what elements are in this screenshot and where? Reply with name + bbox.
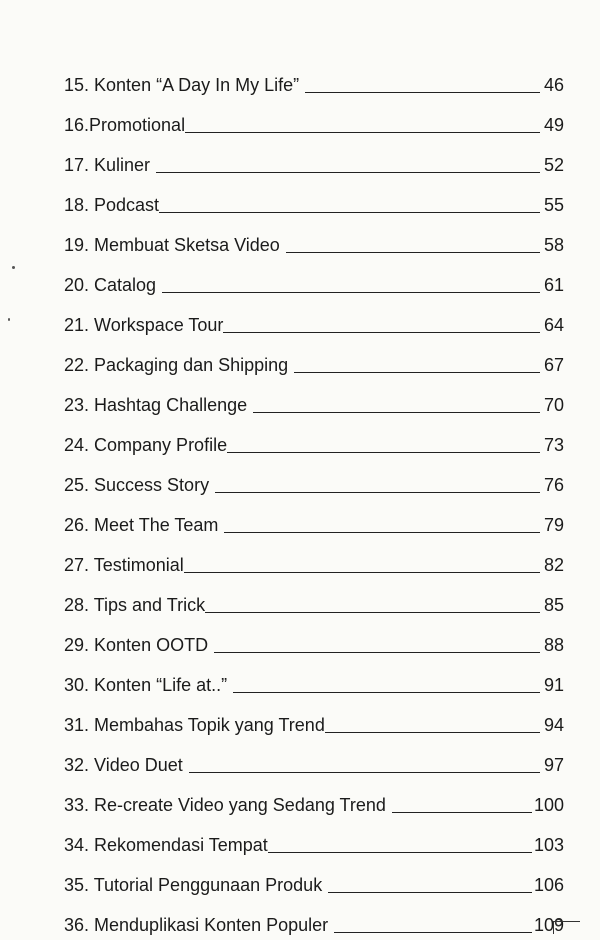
toc-leader-line xyxy=(215,492,540,493)
toc-leader-line xyxy=(156,172,540,173)
toc-entry-page: 61 xyxy=(543,275,564,295)
toc-entry-page: 49 xyxy=(543,115,564,135)
toc-entry xyxy=(64,856,564,896)
page-corner-mark xyxy=(553,921,580,934)
toc-entry-title: 35. Tutorial Penggunaan Produk xyxy=(64,875,323,895)
toc-leader-line xyxy=(205,612,540,613)
toc-entry-title: 32. Video Duet xyxy=(64,755,183,775)
toc-entry-page: 64 xyxy=(543,315,564,335)
toc-entry-page: 109 xyxy=(533,915,564,935)
toc-entry xyxy=(64,656,564,696)
toc-leader-line xyxy=(189,772,540,773)
toc-entry xyxy=(64,376,564,416)
toc-entry-page: 88 xyxy=(543,635,564,655)
toc-leader-line xyxy=(223,332,540,333)
toc-leader-line xyxy=(392,812,532,813)
toc-entry xyxy=(64,536,564,576)
toc-entry-title: 30. Konten “Life at..” xyxy=(64,675,228,695)
toc-leader-line xyxy=(224,532,540,533)
toc-entry-page: 79 xyxy=(543,515,564,535)
toc-entry-title: 33. Re-create Video yang Sedang Trend xyxy=(64,795,386,815)
toc-entry xyxy=(64,136,564,176)
toc-entry-page: 97 xyxy=(543,755,564,775)
toc-entry-page: 52 xyxy=(543,155,564,175)
toc-entry-title: 26. Meet The Team xyxy=(64,515,219,535)
toc-entry xyxy=(64,296,564,336)
toc-entry-page: 73 xyxy=(543,435,564,455)
toc-entry-page: 94 xyxy=(543,715,564,735)
toc-entry-page: 76 xyxy=(543,475,564,495)
toc-entry-title: 21. Workspace Tour xyxy=(64,315,224,335)
toc-leader-line xyxy=(227,452,540,453)
toc-entry xyxy=(64,456,564,496)
toc-entry-title: 25. Success Story xyxy=(64,475,210,495)
toc-entry-page: 100 xyxy=(533,795,564,815)
toc-entry-title: 36. Menduplikasi Konten Populer xyxy=(64,915,329,935)
toc-entry xyxy=(64,896,564,936)
toc-entry-title: 29. Konten OOTD xyxy=(64,635,209,655)
toc-entry-page: 85 xyxy=(543,595,564,615)
toc-entry-title: 34. Rekomendasi Tempat xyxy=(64,835,268,855)
toc-entry-title: 31. Membahas Topik yang Trend xyxy=(64,715,325,735)
toc-leader-line xyxy=(294,372,540,373)
toc-entry-title: 23. Hashtag Challenge xyxy=(64,395,248,415)
toc-leader-line xyxy=(268,852,532,853)
toc-entry-title: 15. Konten “A Day In My Life” xyxy=(64,75,300,95)
toc-leader-line xyxy=(328,892,532,893)
toc-entry-title: 27. Testimonial xyxy=(64,555,184,575)
toc-entry xyxy=(64,176,564,216)
toc-entry-title: 17. Kuliner xyxy=(64,155,151,175)
toc-entry xyxy=(64,496,564,536)
toc-entry xyxy=(64,576,564,616)
toc-entry-page: 103 xyxy=(533,835,564,855)
toc-entry-title: 28. Tips and Trick xyxy=(64,595,206,615)
toc-entry-title: 24. Company Profile xyxy=(64,435,228,455)
toc-leader-line xyxy=(214,652,540,653)
toc-leader-line xyxy=(184,572,540,573)
toc-entry-page: 67 xyxy=(543,355,564,375)
toc-entry-title: 16.Promotional xyxy=(64,115,186,135)
toc-entry-page: 55 xyxy=(543,195,564,215)
toc-leader-line xyxy=(185,132,540,133)
toc-entry xyxy=(64,56,564,96)
toc-entry-page: 106 xyxy=(533,875,564,895)
toc-entry-title: 19. Membuat Sketsa Video xyxy=(64,235,280,255)
toc-entry xyxy=(64,696,564,736)
toc-entry xyxy=(64,416,564,456)
toc-leader-line xyxy=(162,292,540,293)
toc-entry xyxy=(64,816,564,856)
toc-leader-line xyxy=(233,692,540,693)
toc-entry xyxy=(64,776,564,816)
toc-leader-line xyxy=(253,412,540,413)
toc-entry-page: 70 xyxy=(543,395,564,415)
toc-entry-title: 18. Podcast xyxy=(64,195,160,215)
table-of-contents xyxy=(64,56,564,936)
toc-entry xyxy=(64,736,564,776)
toc-leader-line xyxy=(305,92,540,93)
toc-entry-page: 46 xyxy=(543,75,564,95)
toc-entry xyxy=(64,96,564,136)
toc-entry xyxy=(64,616,564,656)
toc-entry-title: 22. Packaging dan Shipping xyxy=(64,355,289,375)
toc-entry xyxy=(64,216,564,256)
toc-entry-page: 91 xyxy=(543,675,564,695)
toc-entry xyxy=(64,256,564,296)
toc-entry xyxy=(64,336,564,376)
scan-speck xyxy=(12,266,15,269)
toc-leader-line xyxy=(325,732,540,733)
scan-speck xyxy=(8,318,10,321)
toc-leader-line xyxy=(334,932,532,933)
toc-entry-page: 58 xyxy=(543,235,564,255)
toc-entry-title: 20. Catalog xyxy=(64,275,157,295)
toc-entry-page: 82 xyxy=(543,555,564,575)
toc-leader-line xyxy=(286,252,540,253)
toc-leader-line xyxy=(159,212,540,213)
